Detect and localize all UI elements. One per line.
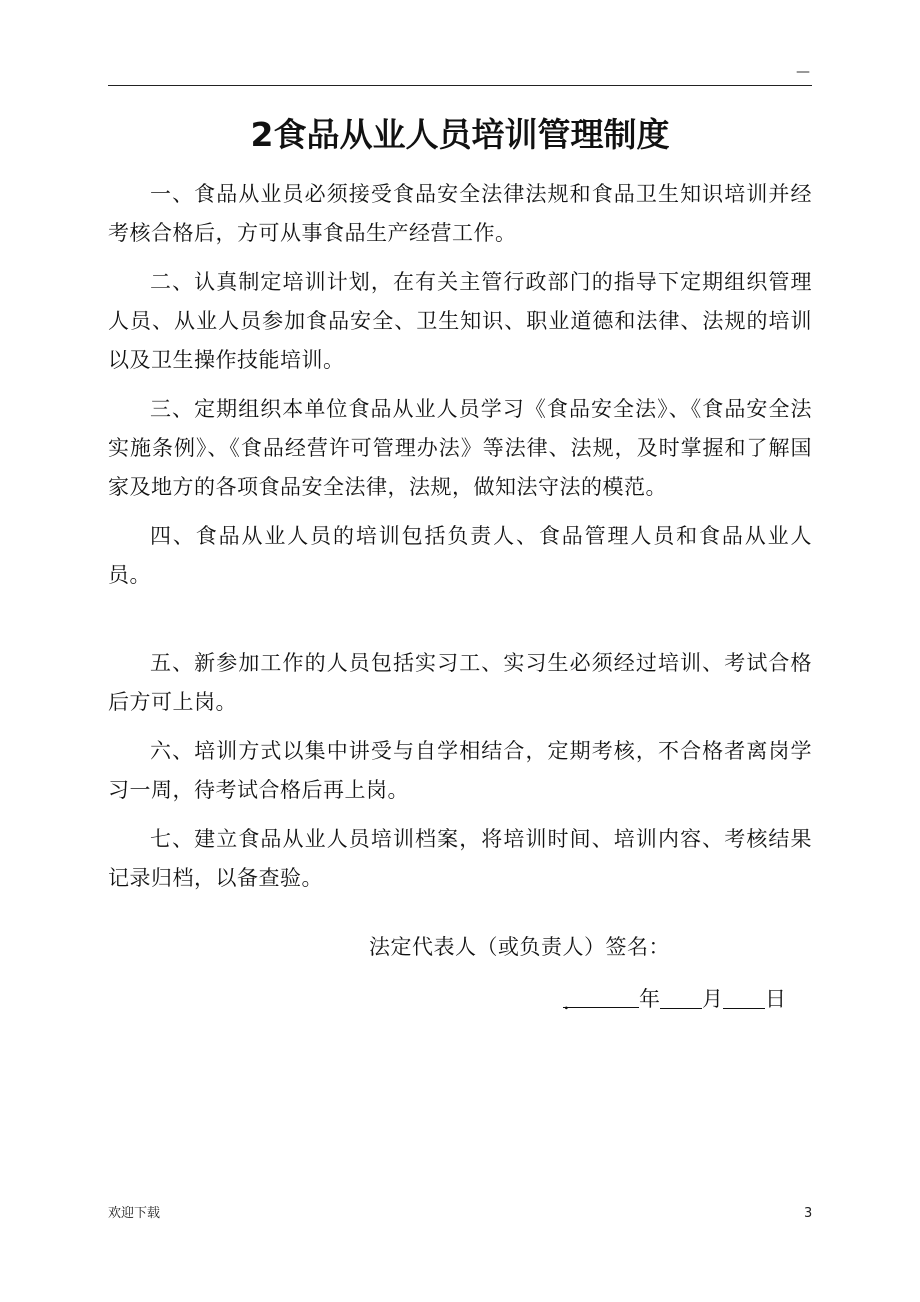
month-label: 月: [702, 987, 723, 1011]
paragraph-5: 五、新参加工作的人员包括实习工、实习生必须经过培训、考试合格后方可上岗。: [108, 651, 812, 714]
date-prefix: .: [563, 990, 570, 1014]
paragraph-7: 七、建立食品从业人员培训档案，将培训时间、培训内容、考核结果记录归档，以备查验。: [108, 827, 812, 890]
document-title: 2食品从业人员培训管理制度: [250, 115, 670, 154]
signature-label: 法定代表人（或负责人）签名：: [369, 935, 670, 959]
header-mark: —: [796, 64, 810, 80]
month-blank: [660, 984, 702, 1009]
paragraph-3: 三、定期组织本单位食品从业人员学习《食品安全法》、《食品安全法实施条例》、《食品经营许可管理办法》等法律、法规，及时掌握和了解国家及地方的各项食品安全法律，法规，做知法守法的模范。: [108, 397, 812, 499]
paragraph-4: 四、食品从业人员的培训包括负责人、食品管理人员和食品从业人员。: [108, 524, 812, 587]
year-blank: [563, 983, 639, 1014]
document-body: [108, 175, 812, 908]
footer-text: 欢迎下载: [108, 1206, 161, 1221]
page-number: 3: [804, 1206, 813, 1221]
paragraph-6: 六、培训方式以集中讲受与自学相结合，定期考核，不合格者离岗学习一周，待考试合格后再上岗。: [108, 739, 812, 802]
day-label: 日: [765, 987, 786, 1011]
paragraph-1: 一、食品从业员必须接受食品安全法律法规和食品卫生知识培训并经考核合格后，方可从事食品生产经营工作。: [108, 182, 812, 245]
year-label: 年: [639, 987, 660, 1011]
header-rule: [108, 85, 812, 86]
date-line: [563, 980, 786, 1019]
day-blank: [723, 984, 765, 1009]
paragraph-2: 二、认真制定培训计划，在有关主管行政部门的指导下定期组织管理人员、从业人员参加食品安全、卫生知识、职业道德和法律、法规的培训以及卫生操作技能培训。: [108, 270, 812, 372]
